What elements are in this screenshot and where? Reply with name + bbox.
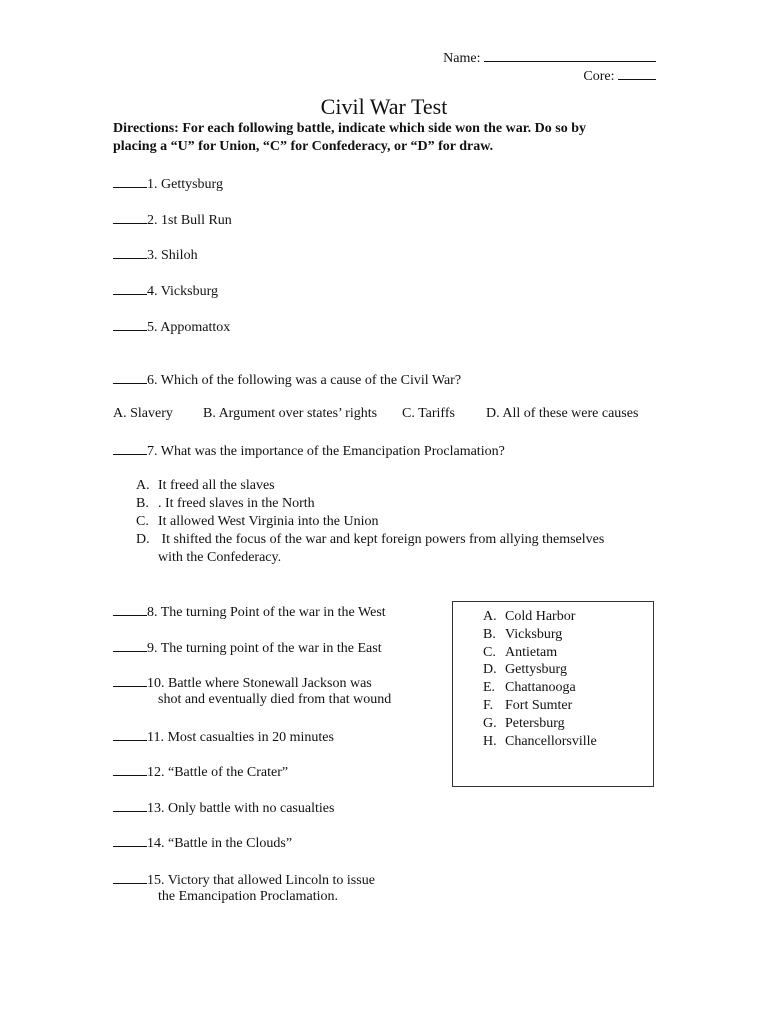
core-line [583, 66, 656, 86]
q6-choice-a: A. Slavery [113, 406, 173, 421]
choice-text: It freed all the slaves [158, 478, 275, 493]
question-14 [113, 833, 292, 853]
question-9 [113, 638, 382, 658]
item-letter: E. [483, 680, 496, 696]
answer-bank-item [483, 608, 597, 626]
answer-bank-item [483, 626, 597, 644]
q7-choice-b [136, 495, 315, 513]
q6-choice-b: B. Argument over states’ rights [203, 406, 378, 421]
question-text: 10. Battle where Stonewall Jackson was [147, 676, 372, 691]
answer-bank-item [483, 733, 597, 751]
question-15 [113, 870, 375, 890]
item-letter: H. [483, 733, 497, 749]
question-12 [113, 762, 288, 782]
question-text: 8. The turning Point of the war in the West [147, 605, 386, 620]
question-2 [113, 210, 232, 230]
answer-blank[interactable] [113, 245, 147, 259]
answer-blank[interactable] [113, 370, 147, 384]
question-8 [113, 602, 386, 622]
answer-bank-item [483, 679, 597, 697]
choice-text: It shifted the focus of the war and kept foreign powers from allying themselves [158, 532, 605, 547]
question-text: 1. Gettysburg [147, 177, 223, 192]
q6-choice-d: D. All of these were causes [486, 406, 639, 421]
item-text: Chattanooga [505, 680, 576, 696]
directions-line-1: Directions: For each following battle, indicate which side won the war. Do so by [113, 121, 587, 136]
answer-blank[interactable] [113, 441, 147, 455]
name-label: Name: [443, 51, 481, 66]
core-label: Core: [583, 69, 615, 84]
answer-bank-item [483, 661, 597, 679]
question-3 [113, 245, 198, 265]
question-text: 9. The turning point of the war in the East [147, 641, 382, 656]
choice-letter: A. [136, 478, 150, 493]
question-text: 2. 1st Bull Run [147, 213, 232, 228]
item-text: Cold Harbor [505, 609, 576, 624]
item-text: Gettysburg [505, 662, 567, 678]
question-10-continued: shot and eventually died from that wound [158, 692, 392, 707]
question-text: 4. Vicksburg [147, 284, 218, 299]
answer-bank-item [483, 715, 597, 733]
item-letter: D. [483, 662, 497, 678]
question-text: 3. Shiloh [147, 248, 198, 263]
answer-blank[interactable] [113, 638, 147, 652]
question-text: 13. Only battle with no casualties [147, 801, 335, 816]
item-text: Fort Sumter [505, 697, 573, 713]
directions [113, 120, 673, 156]
answer-bank-item [483, 697, 597, 715]
answer-bank-list [483, 608, 597, 750]
item-text: Antietam [505, 644, 558, 660]
question-text: 12. “Battle of the Crater” [147, 765, 289, 780]
choice-text: . It freed slaves in the North [158, 496, 315, 511]
item-letter: C. [483, 644, 496, 660]
question-15-continued: the Emancipation Proclamation. [158, 889, 339, 904]
answer-blank[interactable] [113, 798, 147, 812]
answer-bank-item [483, 644, 597, 662]
question-13 [113, 798, 334, 818]
answer-blank[interactable] [113, 281, 147, 295]
question-text: 6. Which of the following was a cause of the Civil War? [147, 373, 462, 388]
answer-blank[interactable] [113, 762, 147, 776]
question-text: 7. What was the importance of the Emancipation Proclamation? [147, 444, 505, 459]
question-11 [113, 727, 334, 747]
question-6 [113, 370, 461, 390]
name-line [443, 48, 656, 68]
question-1 [113, 174, 223, 194]
answer-blank[interactable] [113, 174, 147, 188]
answer-blank[interactable] [113, 833, 147, 847]
question-text: 15. Victory that allowed Lincoln to issue [147, 873, 375, 888]
answer-blank[interactable] [113, 727, 147, 741]
item-text: Petersburg [505, 715, 565, 731]
answer-bank-box [452, 601, 654, 787]
q7-choice-d-continued: with the Confederacy. [158, 550, 282, 565]
item-letter: A. [483, 609, 497, 624]
name-blank[interactable] [484, 48, 656, 62]
q7-choice-a [136, 477, 275, 495]
choice-text: It allowed West Virginia into the Union [158, 514, 379, 529]
q7-choice-d [136, 531, 604, 549]
answer-blank[interactable] [113, 210, 147, 224]
question-text: 11. Most casualties in 20 minutes [147, 730, 334, 745]
answer-blank[interactable] [113, 870, 147, 884]
answer-blank[interactable] [113, 602, 147, 616]
question-10 [113, 673, 372, 693]
choice-letter: C. [136, 514, 149, 529]
q6-choice-c: C. Tariffs [402, 406, 455, 421]
item-text: Chancellorsville [505, 733, 597, 749]
item-letter: B. [483, 626, 496, 642]
choice-letter: D. [136, 532, 150, 547]
answer-blank[interactable] [113, 317, 147, 331]
question-text: 5. Appomattox [147, 320, 231, 335]
item-text: Vicksburg [505, 626, 563, 642]
q7-choice-c [136, 513, 378, 531]
question-5 [113, 317, 230, 337]
question-text: 14. “Battle in the Clouds” [147, 836, 293, 851]
question-7 [113, 441, 505, 461]
item-letter: G. [483, 715, 497, 731]
item-letter: F. [483, 697, 494, 713]
question-4 [113, 281, 218, 301]
core-blank[interactable] [618, 66, 656, 80]
choice-letter: B. [136, 496, 149, 511]
directions-line-2: placing a “U” for Union, “C” for Confederacy, or “D” for draw. [113, 139, 494, 154]
answer-blank[interactable] [113, 673, 147, 687]
page-title: Civil War Test [320, 94, 448, 119]
